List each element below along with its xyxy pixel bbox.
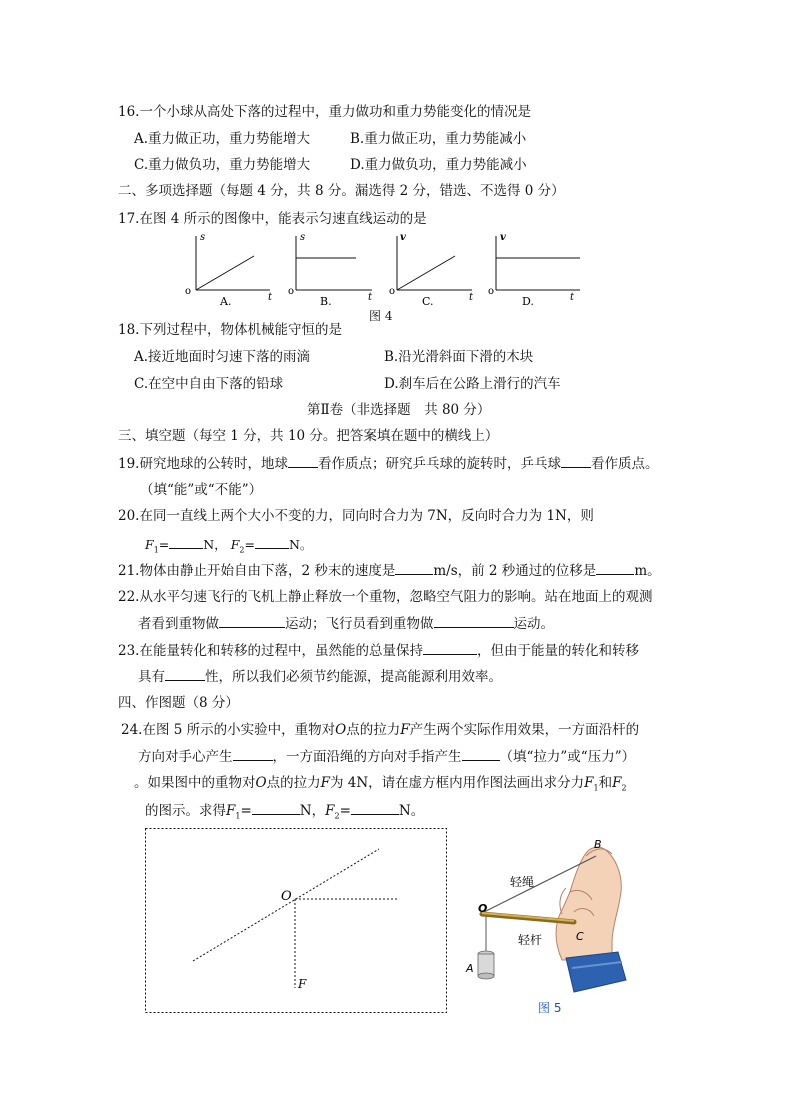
q21-blank-2[interactable] (596, 561, 634, 575)
graph-c-label: C. (422, 295, 434, 308)
q24-f-1: F (400, 722, 410, 738)
q19-hint: （填“能”或“不能”） (140, 482, 263, 498)
q16-option-b: B.重力做正功，重力势能减小 (350, 131, 527, 147)
q24-text-2a: 方向对手心产生 (138, 749, 233, 765)
q24-blank-f1[interactable] (252, 801, 300, 815)
figure-4-caption: 图 4 (369, 309, 393, 323)
q24-line-1 (121, 721, 639, 739)
graph-a-xlabel: t (268, 292, 273, 303)
q24-result-f1-sub: 1 (235, 811, 241, 821)
q23-text-1: 23.在能量转化和转移的过程中，虽然能的总量保持 (118, 643, 423, 659)
q18-stem: 18.下列过程中，物体机械能守恒的是 (118, 322, 342, 338)
q20-blank-f1[interactable] (169, 535, 203, 549)
q16-option-c: C.重力做负功，重力势能增大 (134, 157, 311, 173)
q23-text-3: 具有 (138, 669, 165, 685)
q22-text-2: 运动；飞行员看到重物做 (285, 616, 434, 632)
part-2-title: 第Ⅱ卷（非选择题 共 80 分） (307, 402, 491, 418)
graph-b (288, 232, 373, 308)
q21-text-2: m/s，前 2 秒通过的位移是 (433, 563, 597, 579)
q22-text-3: 运动。 (513, 616, 554, 632)
q24-text-1c: 产生两个实际作用效果，一方面沿杆的 (409, 722, 640, 738)
graph-b-origin: o (288, 286, 295, 297)
q24-result-f1: F (226, 803, 236, 819)
figure-5-illustration (462, 832, 637, 1017)
figure-4-graphs (180, 228, 590, 310)
q24-text-2c: （填“拉力”或“压力”） (499, 749, 636, 765)
q22-text-1: 者看到重物做 (138, 616, 219, 632)
q24-text-2b: ，一方面沿绳的方向对手指产生 (272, 749, 462, 765)
q24-o-2: O (255, 775, 267, 791)
graph-d (488, 232, 580, 308)
q18-option-a: A.接近地面时匀速下落的雨滴 (134, 349, 311, 365)
graph-c-origin: o (389, 286, 396, 297)
q20-f2-sub: 2 (239, 545, 245, 555)
label-c: C (576, 930, 584, 943)
q20-f1-sub: 1 (153, 545, 159, 555)
q20-line-1: 20.在同一直线上两个大小不变的力，同向时合力为 7N，反向时合力为 1N，则 (118, 508, 594, 524)
q24-text-1a: 24.在图 5 所示的小实验中，重物对 (121, 722, 336, 738)
q24-unit-2: N。 (398, 803, 425, 819)
q19-text-2: 看作质点；研究乒乓球的旋转时，乒乓球 (317, 456, 561, 472)
label-o: O (478, 902, 488, 915)
q21-blank-1[interactable] (395, 561, 433, 575)
q19-line (118, 454, 658, 473)
point-o-label: O (281, 889, 292, 904)
q24-f2-symbol: F (612, 775, 622, 791)
label-a: A (466, 962, 474, 975)
q24-text-3d: 和 (598, 775, 613, 791)
q23-blank-2[interactable] (165, 667, 205, 681)
q19-text-3: 看作质点。 (590, 456, 659, 472)
q22-line-1: 22.从水平匀速飞行的飞机上静止释放一个重物，忽略空气阻力的影响。站在地面上的观测 (118, 589, 653, 605)
q20-f2-symbol: F (230, 537, 240, 552)
q20-unit-2: N。 (288, 537, 313, 552)
q23-line-2 (138, 667, 502, 686)
q19-blank-1[interactable] (288, 454, 318, 468)
q21-text-1: 21.物体由静止开始自由下落，2 秒末的速度是 (118, 563, 396, 579)
graph-a (185, 232, 273, 308)
q24-f-2: F (320, 775, 330, 791)
q16-option-a: A.重力做正功，重力势能增大 (134, 131, 311, 147)
graph-a-origin: o (185, 286, 192, 297)
q24-blank-1[interactable] (233, 747, 273, 761)
q24-eq-2: = (339, 803, 351, 819)
q20-unit-1: N， (203, 537, 227, 552)
q24-text-3b: 点的拉力 (266, 775, 321, 791)
sleeve (566, 952, 626, 992)
graph-b-label: B. (320, 295, 332, 308)
q24-text-3a: 。如果图中的重物对 (134, 775, 256, 791)
q24-text-3c: 为 4N，请在虚方框内用作图法画出求分力 (329, 775, 585, 791)
graph-c (389, 232, 474, 308)
rod-direction-line (193, 849, 379, 961)
q24-result-f2-sub: 2 (334, 811, 340, 821)
graph-d-label: D. (522, 295, 534, 308)
graph-a-ylabel: s (200, 232, 206, 243)
q22-blank-1[interactable] (219, 614, 285, 628)
label-rod: 轻杆 (518, 933, 543, 947)
q24-unit-1: N， (299, 803, 326, 819)
label-b: B (594, 838, 602, 851)
q23-text-4: 性，所以我们必须节约能源，提高能源利用效率。 (205, 669, 502, 685)
force-f-label: F (298, 977, 307, 991)
graph-d-xlabel: t (570, 292, 575, 303)
q24-f2-sub: 2 (621, 783, 627, 793)
q20-blank-f2[interactable] (255, 535, 289, 549)
q24-text-1b: 点的拉力 (346, 722, 401, 738)
q24-text-4a: 的图示。求得 (145, 803, 226, 819)
q24-o-1: O (335, 722, 347, 738)
hand-shape (556, 847, 621, 960)
q22-line-2 (138, 614, 554, 633)
q19-text-1: 19.研究地球的公转时，地球 (118, 456, 288, 472)
section-3-heading: 三、填空题（每空 1 分，共 10 分。把答案填在题中的横线上） (118, 428, 499, 444)
graph-d-ylabel: v (500, 232, 506, 243)
q24-f1-sub: 1 (593, 783, 599, 793)
q17-stem: 17.在图 4 所示的图像中，能表示匀速直线运动的是 (118, 211, 427, 227)
q23-line-1 (118, 641, 639, 660)
q20-eq-1: = (158, 537, 170, 552)
q19-blank-2[interactable] (561, 454, 591, 468)
q21-line (118, 561, 661, 580)
q23-text-2: ，但由于能量的转化和转移 (476, 643, 639, 659)
q18-option-d: D.刹车后在公路上滑行的汽车 (384, 376, 561, 392)
drawing-box[interactable] (145, 828, 450, 1015)
graph-b-xlabel: t (368, 292, 373, 303)
section-2-heading: 二、多项选择题（每题 4 分，共 8 分。漏选得 2 分，错选、不选得 0 分） (118, 183, 565, 199)
q16-stem: 16.一个小球从高处下落的过程中，重力做功和重力势能变化的情况是 (118, 104, 531, 120)
q24-result-f2: F (325, 803, 335, 819)
figure-5-caption: 图 5 (538, 1001, 562, 1015)
label-rope: 轻绳 (510, 875, 535, 889)
q24-blank-2[interactable] (462, 747, 500, 761)
q24-line-3 (134, 774, 627, 798)
section-4-heading: 四、作图题（8 分） (118, 695, 239, 711)
q24-line-2 (138, 747, 635, 766)
graph-a-label: A. (220, 295, 232, 308)
q21-text-3: m。 (634, 563, 661, 579)
q22-blank-2[interactable] (434, 614, 514, 628)
q18-option-b: B.沿光滑斜面下滑的木块 (384, 349, 534, 365)
q20-f1-symbol: F (145, 537, 154, 552)
q24-f1-symbol: F (584, 775, 594, 791)
q23-blank-1[interactable] (423, 641, 477, 655)
graph-d-origin: o (488, 286, 495, 297)
graph-c-xlabel: t (469, 292, 474, 303)
graph-b-ylabel: s (300, 232, 306, 243)
q24-blank-f2[interactable] (351, 801, 399, 815)
graph-c-ylabel: v (400, 232, 406, 243)
q24-line-4 (145, 801, 424, 826)
q20-eq-2: = (244, 537, 255, 552)
q20-line-2 (145, 535, 312, 560)
q16-option-d: D.重力做负功，重力势能减小 (350, 157, 527, 173)
q24-eq-1: = (240, 803, 252, 819)
q18-option-c: C.在空中自由下落的铅球 (134, 376, 284, 392)
